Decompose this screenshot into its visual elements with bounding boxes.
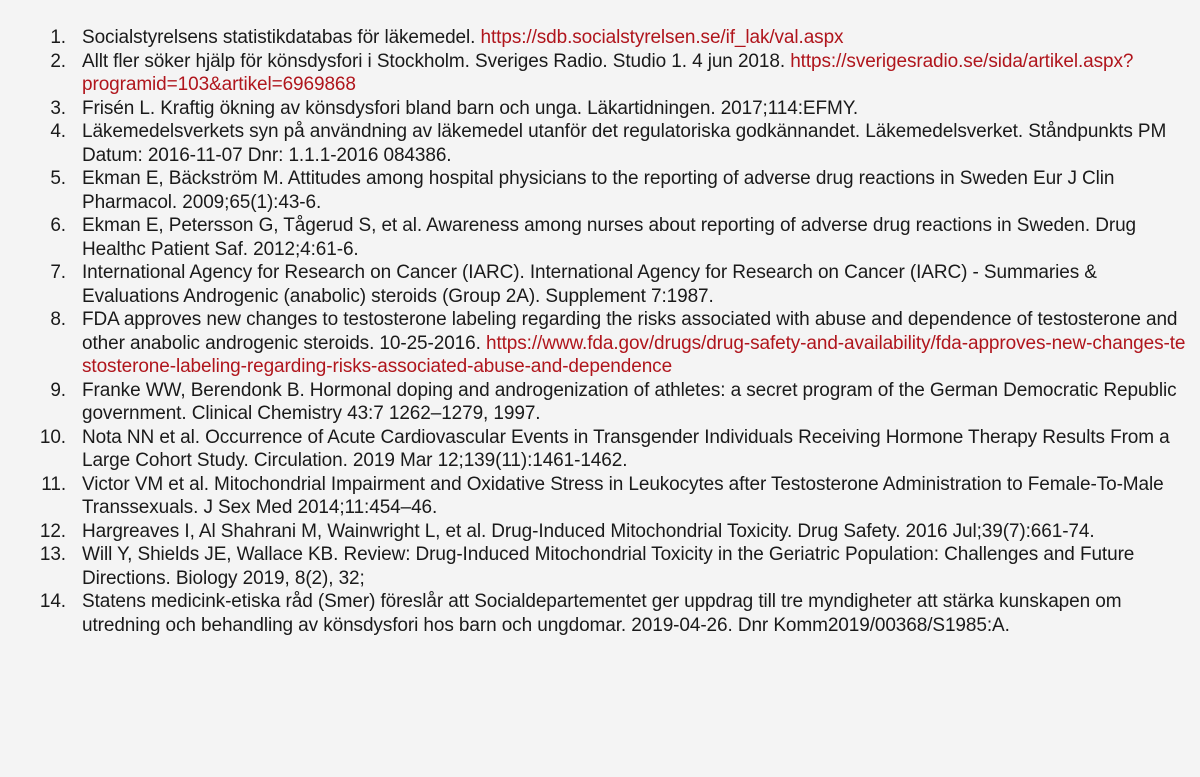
- reference-text: Hargreaves I, Al Shahrani M, Wainwright L, et al. Drug-Induced Mitochondrial Toxicity. Drug Safety. 2016 Jul;39(7):661-74.: [82, 520, 1095, 542]
- reference-number: 7.: [50, 262, 66, 283]
- reference-text: Frisén L. Kraftig ökning av könsdysfori bland barn och unga. Läkartidningen. 2017;114:EFMY.: [82, 97, 859, 119]
- reference-number: 6.: [50, 215, 66, 236]
- reference-item: [0, 50, 1200, 97]
- reference-number: 4.: [50, 121, 66, 142]
- reference-text: Franke WW, Berendonk B. Hormonal doping and androgenization of athletes: a secret program of the German Democratic Republic government. Clinical Chemistry 43:7 1262–1279, 1997.: [82, 379, 1177, 424]
- reference-link[interactable]: https://www.fda.gov/drugs/drug-safety-and-availability/fda-approves-new-changes-testosterone-labeling-regarding-risks-associated-abuse-and-dependence: [82, 332, 1186, 377]
- reference-number: 3.: [50, 97, 66, 119]
- reference-number: 11.: [41, 473, 66, 495]
- reference-number: 10.: [39, 426, 66, 448]
- reference-item: [0, 167, 1200, 214]
- reference-text: Socialstyrelsens statistikdatabas för läkemedel.: [82, 27, 476, 48]
- reference-text: Victor VM et al. Mitochondrial Impairment and Oxidative Stress in Leukocytes after Testosterone Administration to Female-To-Male Transsexuals. J Sex Med 2014;11:454–46.: [82, 473, 1164, 518]
- reference-number: 12.: [39, 520, 66, 542]
- reference-item: [0, 520, 1200, 544]
- reference-number: 14.: [39, 591, 66, 612]
- reference-item: [0, 120, 1200, 167]
- reference-number: 2.: [50, 50, 66, 72]
- reference-number: 5.: [50, 168, 66, 189]
- reference-link[interactable]: https://sverigesradio.se/sida/artikel.aspx?programid=103&artikel=6969868: [82, 50, 1134, 95]
- reference-text: Läkemedelsverkets syn på användning av läkemedel utanför det regulatoriska godkännandet. Läkemedelsverket. Ståndpunkts PM Datum: 2016-11-07 Dnr: 1.1.1-2016 084386.: [82, 121, 1167, 166]
- reference-text: Nota NN et al. Occurrence of Acute Cardiovascular Events in Transgender Individuals Receiving Hormone Therapy Results From a Large Cohort Study. Circulation. 2019 Mar 12;139(11):1461-1462.: [82, 426, 1170, 471]
- reference-item: [0, 543, 1200, 590]
- reference-item: [0, 308, 1200, 379]
- reference-number: 9.: [50, 379, 66, 401]
- reference-number: 13.: [39, 544, 66, 565]
- reference-text: Will Y, Shields JE, Wallace KB. Review: Drug-Induced Mitochondrial Toxicity in the Geriatric Population: Challenges and Future Directions. Biology 2019, 8(2), 32;: [82, 544, 1135, 589]
- reference-link[interactable]: https://sdb.socialstyrelsen.se/if_lak/val.aspx: [480, 27, 844, 48]
- reference-text: FDA approves new changes to testosterone labeling regarding the risks associated with abuse and dependence of testosterone and other anabolic androgenic steroids. 10-25-2016.: [82, 309, 1178, 354]
- reference-text: Ekman E, Petersson G, Tågerud S, et al. Awareness among nurses about reporting of adverse drug reactions in Sweden. Drug Healthc Patient Saf. 2012;4:61-6.: [82, 215, 1137, 260]
- reference-item: [0, 261, 1200, 308]
- reference-number: 1.: [50, 27, 66, 48]
- reference-item: [0, 97, 1200, 121]
- reference-text: Statens medicink-etiska råd (Smer) föreslår att Socialdepartementet ger uppdrag till tre myndigheter att stärka kunskapen om utredning och behandling av könsdysfori hos barn och ungdomar. 2019-04-26. Dnr Komm2019/00368/S1985:A.: [82, 591, 1122, 636]
- reference-item: [0, 426, 1200, 473]
- reference-item: [0, 473, 1200, 520]
- reference-list: [0, 26, 1200, 637]
- reference-item: [0, 590, 1200, 637]
- reference-text: Ekman E, Bäckström M. Attitudes among hospital physicians to the reporting of adverse drug reactions in Sweden Eur J Clin Pharmacol. 2009;65(1):43-6.: [82, 168, 1115, 213]
- reference-item: [0, 214, 1200, 261]
- reference-item: [0, 26, 1200, 50]
- reference-item: [0, 379, 1200, 426]
- reference-text: Allt fler söker hjälp för könsdysfori i Stockholm. Sveriges Radio. Studio 1. 4 jun 2018.: [82, 50, 785, 72]
- reference-number: 8.: [50, 309, 66, 330]
- reference-text: International Agency for Research on Cancer (IARC). International Agency for Research on Cancer (IARC) - Summaries & Evaluations Androgenic (anabolic) steroids (Group 2A). Supplement 7:1987.: [82, 262, 1097, 307]
